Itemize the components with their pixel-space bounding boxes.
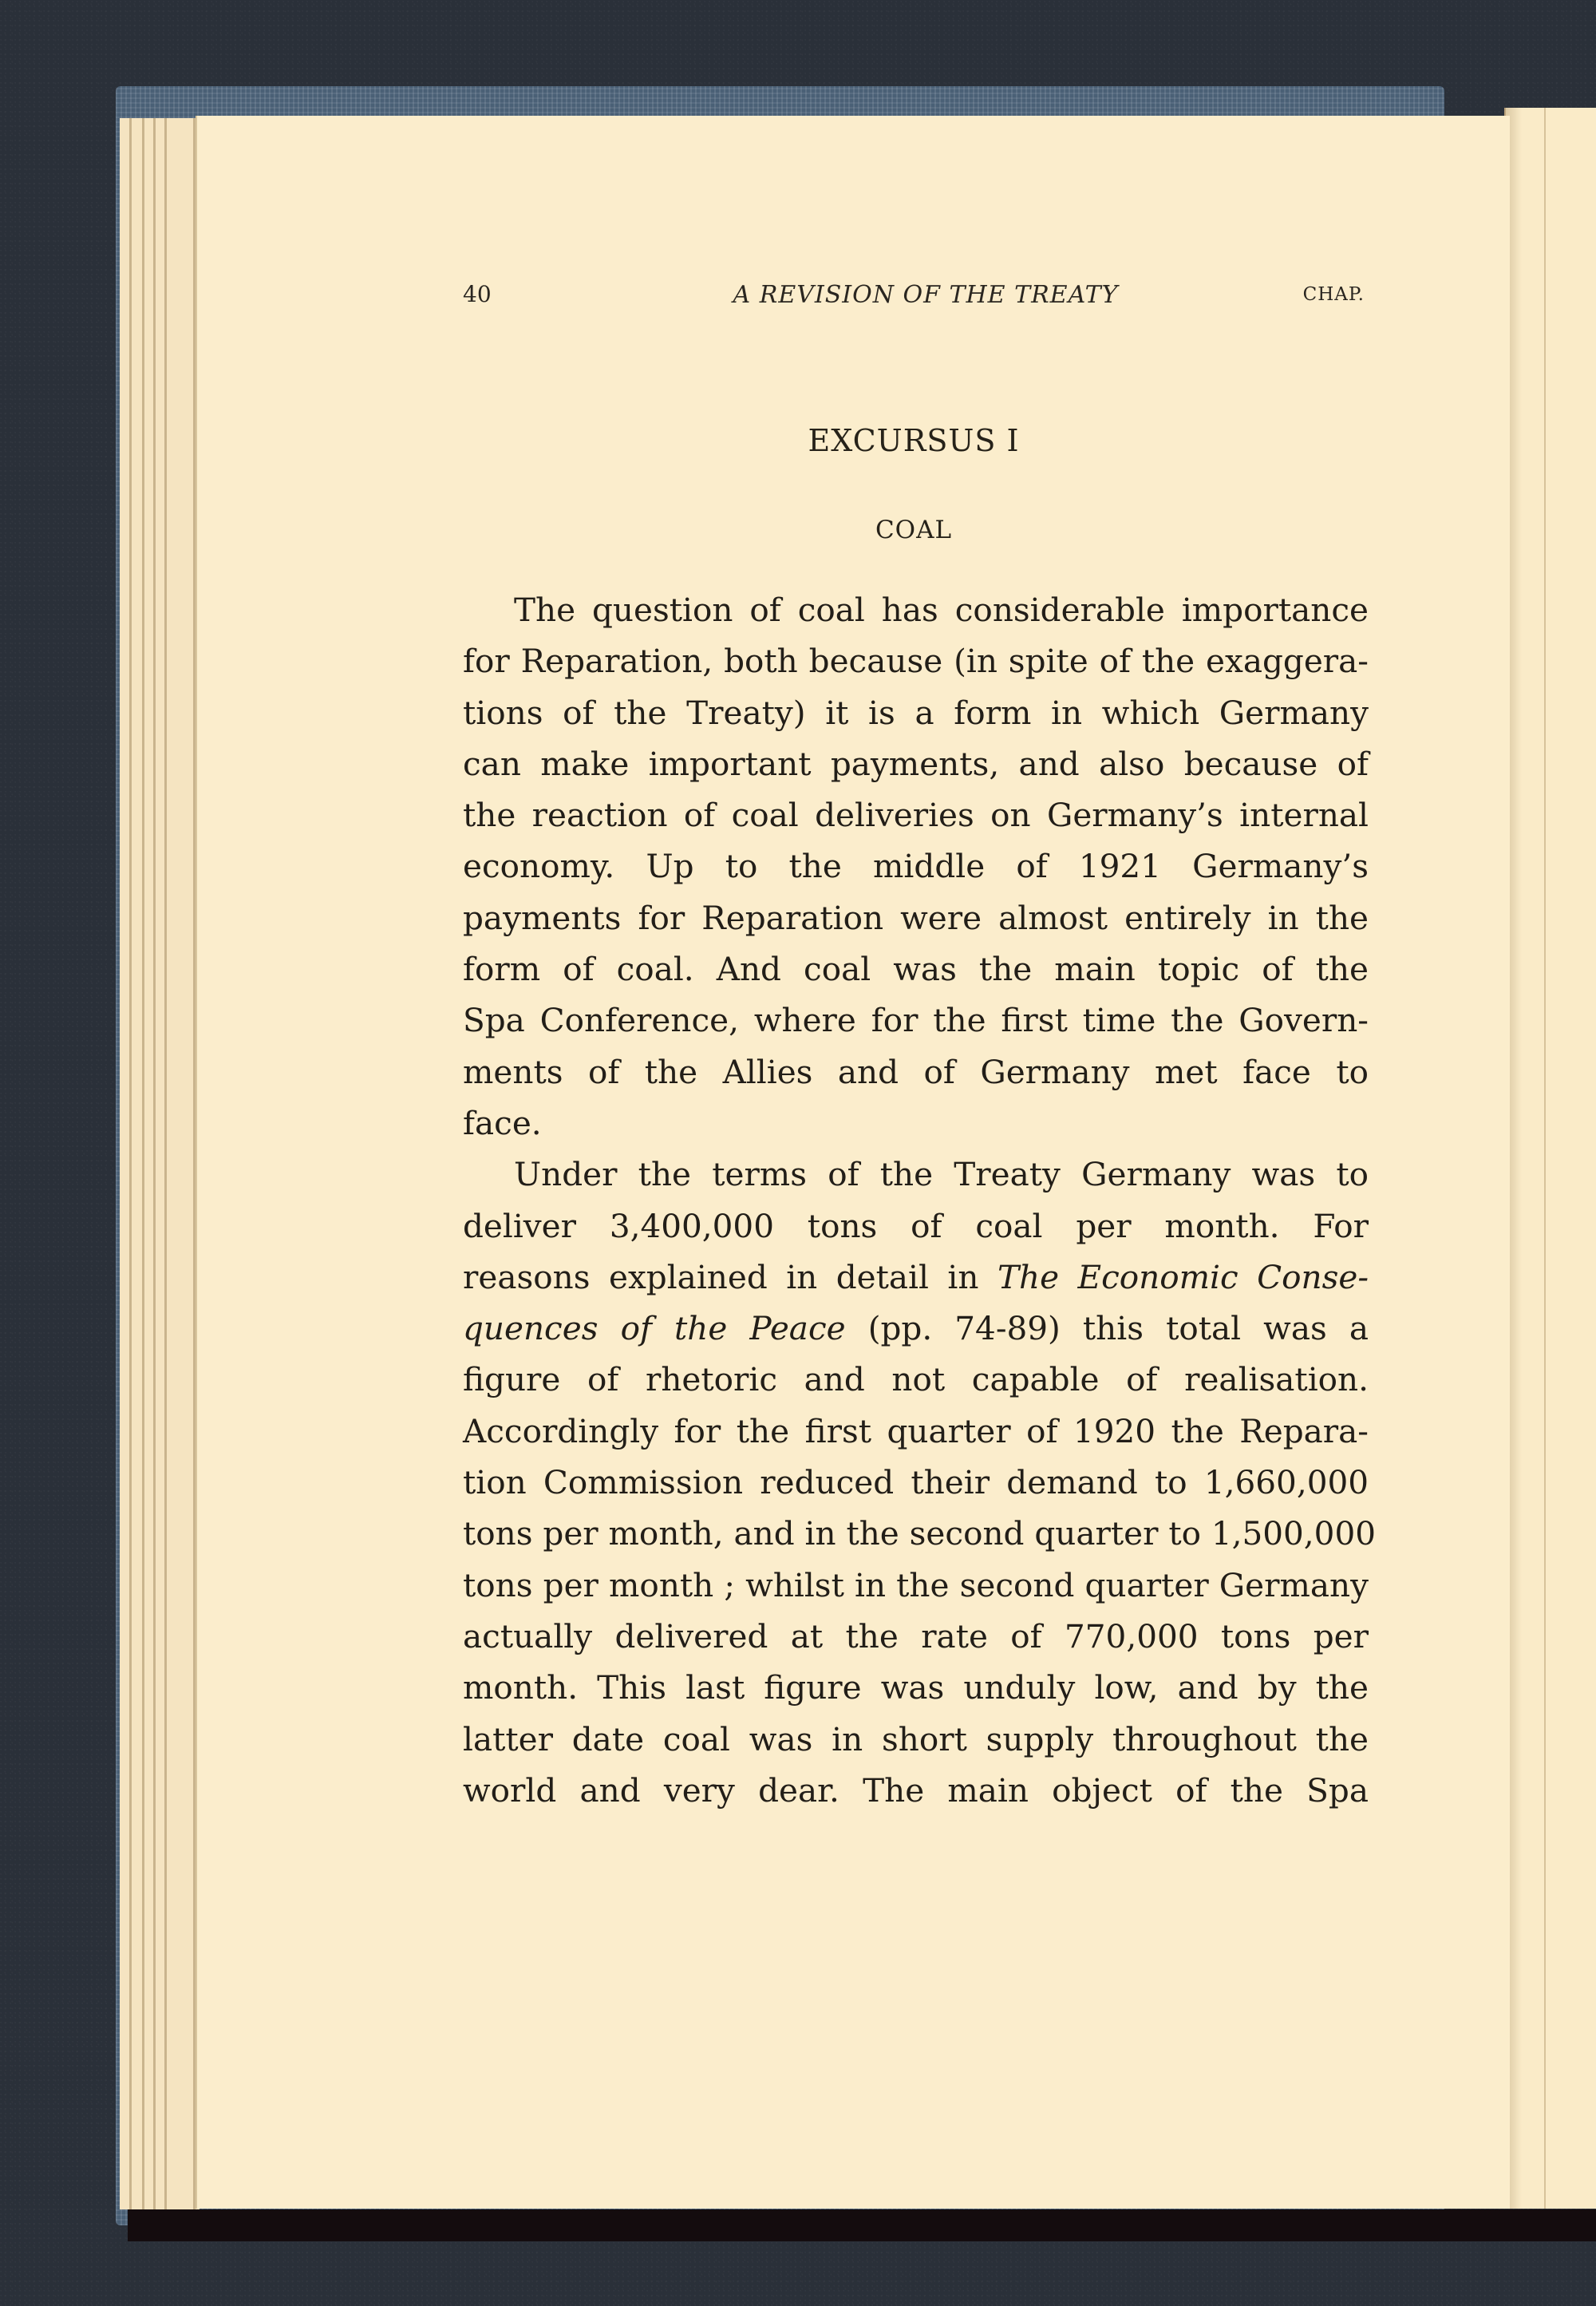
text-line: can make important payments, and also because of <box>463 744 1369 783</box>
page-edge-line <box>164 118 167 2209</box>
text-line: form of coal. And coal was the main topic of the <box>463 950 1369 989</box>
text-line: world and very dear. The main object of the Spa <box>463 1770 1369 1810</box>
page-edges <box>120 118 200 2209</box>
text-line: payments for Reparation were almost entirely in the <box>463 898 1369 937</box>
book-title-italic: The Economic Conse- <box>997 1257 1369 1296</box>
text-line: tons per month, and in the second quarter to 1,500,000 <box>463 1514 1376 1553</box>
page-number: 40 <box>463 281 492 307</box>
text-run: (pp. 74-89) this total was a <box>867 1309 1369 1348</box>
text-line: Under the terms of the Treaty Germany was to <box>514 1155 1369 1194</box>
text-run: reasons explained in detail in <box>463 1257 979 1296</box>
text-line: tions of the Treaty) it is a form in which Germany <box>463 693 1369 732</box>
text-line: for Reparation, both because (in spite of the exaggera- <box>463 642 1369 681</box>
text-line <box>463 1303 1369 1354</box>
book-bottom-edge <box>128 2209 1596 2241</box>
text-line: actually delivered at the rate of 770,000 tons per <box>463 1616 1369 1655</box>
section-heading: EXCURSUS I <box>808 423 1020 458</box>
text-line: tion Commission reduced their demand to 1,660,000 <box>463 1463 1369 1502</box>
facing-page <box>1504 108 1596 2209</box>
body-text <box>463 584 1376 1816</box>
text-line: figure of rhetoric and not capable of realisation. <box>463 1360 1369 1399</box>
page-edge-line <box>153 118 156 2209</box>
running-title: A REVISION OF THE TREATY <box>733 281 1119 309</box>
book-title-italic: quences of the Peace <box>463 1309 846 1348</box>
chapter-label: CHAP. <box>1302 284 1365 305</box>
text-line: ments of the Allies and of Germany met face to <box>463 1052 1369 1091</box>
section-subheading: COAL <box>875 516 953 544</box>
running-head <box>463 281 1365 316</box>
page-edge-line <box>129 118 132 2209</box>
text-line: Spa Conference, where for the first time the Govern- <box>463 1001 1369 1040</box>
text-line: face. <box>463 1103 542 1142</box>
text-line: month. This last figure was unduly low, and by the <box>463 1668 1369 1707</box>
text-line: economy. Up to the middle of 1921 Germany’s <box>463 847 1369 886</box>
text-line: tons per month ; whilst in the second quarter Germany <box>463 1565 1369 1604</box>
text-line: deliver 3,400,000 tons of coal per month. For <box>463 1206 1369 1245</box>
text-line: The question of coal has considerable importance <box>514 591 1369 629</box>
text-line: latter date coal was in short supply throughout the <box>463 1719 1369 1758</box>
paragraph <box>463 584 1369 1149</box>
text-line <box>463 1252 1369 1303</box>
gutter-fold <box>1544 108 1546 2209</box>
text-line: the reaction of coal deliveries on Germany’s internal <box>463 796 1369 835</box>
paragraph <box>463 1149 1376 1816</box>
page-edge-line <box>142 118 144 2209</box>
text-line: Accordingly for the first quarter of 1920 the Repara- <box>463 1411 1369 1450</box>
